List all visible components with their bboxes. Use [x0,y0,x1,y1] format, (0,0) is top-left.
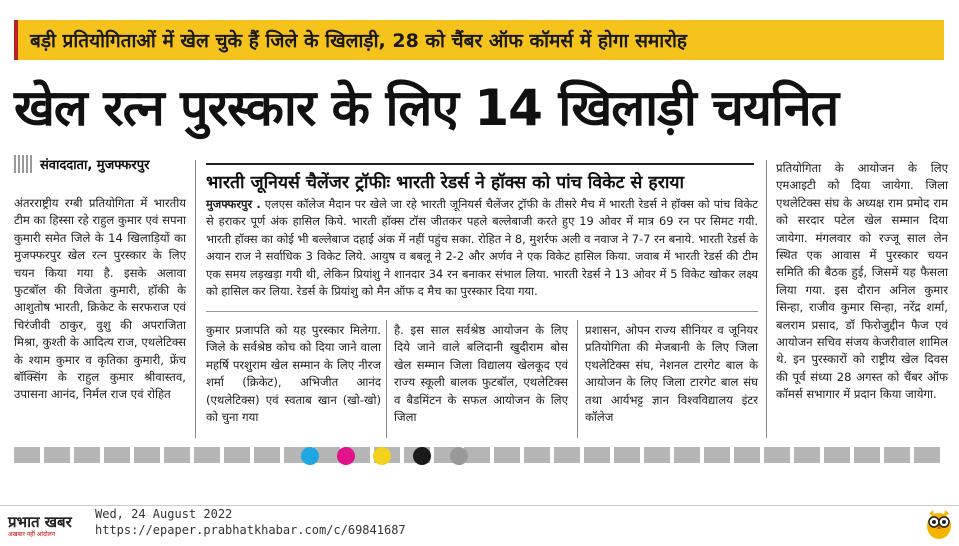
column-divider [766,160,767,438]
kicker-strap [14,20,944,60]
column-divider [386,320,387,438]
byline: संवाददाता, मुजफ्फरपुर [40,158,150,173]
sub-story-body [206,196,758,300]
registration-band [14,447,944,463]
article-column-5: प्रतियोगिता के आयोजन के लिए एमआइटी को दिया जायेगा. जिला एथलेटिक्स संघ के अध्यक्ष राम प्रमोद राम को सरदार पटेल खेल सम्मान दिया जायेगा. मंगलवार को रज्जू साल लेन स्थित एक आवास में पुरस्कार चयन समिति की बैठक हुई, जिसमें यह फैसला लिया गया. इस दौरान अनिल कुमार सिन्हा, राजीव कुमार सिन्हा, नरेंद्र शर्मा, बलराम प्रसाद, डॉ फिरोजुद्दीन फैज एवं आयोजन सचिव संजय केजरीवाल शामिल थे. इन पुरस्कारों को राष्ट्रीय खेल दिवस की पूर्व संध्या 28 अगस्त को चैंबर ऑफ कॉमर्स सभागार में प्रदान किया जायेगा. [776,161,948,402]
kicker-text: बड़ी प्रतियोगिताओं में खेल चुके हैं जिले के खिलाड़ी, 28 को चैंबर ऑफ कॉमर्स में होगा समारोह [30,30,687,52]
sub-story-text: एलएस कॉलेज मैदान पर खेले जा रहे भारती जूनियर्स चैलेंजर ट्रॉफी के तीसरे मैच में भारती रेडर्स ने हॉक्स को पांच विकेट से हराकर पूर्ण अंक हासिल किये. भारती हॉक्स टॉस जीतकर पहले बल्लेबाजी करते हुए 19 ओवर में मात्र 69 रन पर सिमट गयी. भारती हॉक्स का कोई भी बल्लेबाज दहाई अंक में नहीं पहुंच सका. रोहित ने 8, मुशर्रफ अली व नवाज ने 7-7 रन बनाये. भारती रेडर्स के अयान राज ने सर्वाधिक 3 विकेट लिये. आयुष व बबलू ने 2-2 और अर्णव ने एक विकेट हासिल किया. जवाब में भारती रेडर्स की टीम एक समय लड़खड़ा गयी थी, लेकिन प्रियांशु ने शानदार 34 रन बनाकर संभाल लिया. भारती रेडर्स ने 13 ओवर में 5 विकेट खोकर लक्ष्य को हासिल कर लिया. रेडर्स के प्रियांशु को मैन ऑफ द मैच का पुरस्कार दिया गया. [206,197,758,299]
registration-dot-magenta [337,447,355,465]
footer-meta [95,506,406,538]
main-headline: खेल रत्न पुरस्कार के लिए 14 खिलाड़ी चयनित [14,79,839,137]
column-divider [195,160,196,438]
sub-story-headline: भारती जूनियर्स चैलेंजर ट्रॉफीः भारती रेडर्स ने हॉक्स को पांच विकेट से हराया [206,163,754,194]
edition-date: Wed, 24 August 2022 [95,507,233,521]
column-divider [577,320,578,438]
registration-dot-gray [450,447,468,465]
registration-dot-cyan [301,447,319,465]
article-column-4: प्रशासन, ओपन राज्य सीनियर व जूनियर प्रतियोगिता की मेजबानी के लिए जिला एथलेटिक्स संघ, नेशनल टारगेट बाल के आयोजन के लिए जिला टारगेट बाल संघ तथा आर्यभट्ट ज्ञान विश्वविद्यालय इंटर कॉलेज [585,323,758,425]
article-column-3: है. इस साल सर्वश्रेष्ठ आयोजन के लिए दिये जाने वाले बलिदानी खुदीराम बोस खेल सम्मान जिला विद्यालय खेलकूद एवं राज्य स्कूली बालक फुटबॉल, एथलेटिक्स व बैडमिंटन के सफल आयोजन के लिए जिला [394,323,568,425]
logo-tagline: अखबार नहीं आंदोलन [8,531,56,538]
registration-dot-black [413,447,431,465]
logo-text: प्रभात खबर [8,513,72,531]
owl-icon [924,508,954,540]
publisher-logo[interactable] [8,512,72,538]
article-column-2: कुमार प्रजापति को यह पुरस्कार मिलेगा. जिले के सर्वश्रेष्ठ कोच को दिया जाने वाला महर्षि परशुराम खेल सम्मान के लिए नीरज शर्मा (क्रिकेट), अभिजीत आनंद (एथलेटिक्स) एवं स्वताब खान (खो-खो) को चुना गया [206,323,381,425]
byline-marker [14,155,34,173]
sub-story-dateline: मुजफ्फरपुर . [206,197,261,211]
section-divider [206,311,758,312]
registration-dot-yellow [373,447,391,465]
article-column-1: अंतरराष्ट्रीय रग्बी प्रतियोगिता में भारतीय टीम का हिस्सा रहे राहुल कुमार एवं सपना कुमारी समेत जिले के 14 खिलाड़ियों का मुजफ्फरपुर खेल रत्न पुरस्कार के लिए चयन किया गया है. इसके अलावा फुटबॉल की विजेता कुमारी, हॉकी के आशुतोष भारती, क्रिकेट के सरफराज एवं चिरंजीवी ठाकुर, वुशु की अपराजिता मिश्रा, कुश्ती के आदित्य राज, एथलेटिक्स के श्याम कुमार व कृतिका कुमारी, फ्रेंच बॉक्सिंग के राहुल कुमार श्रीवास्तव, उपासना आनंद, निर्मल राज एवं रोहित [14,196,186,402]
edition-url[interactable]: https://epaper.prabhatkhabar.com/c/69841687 [95,523,406,537]
